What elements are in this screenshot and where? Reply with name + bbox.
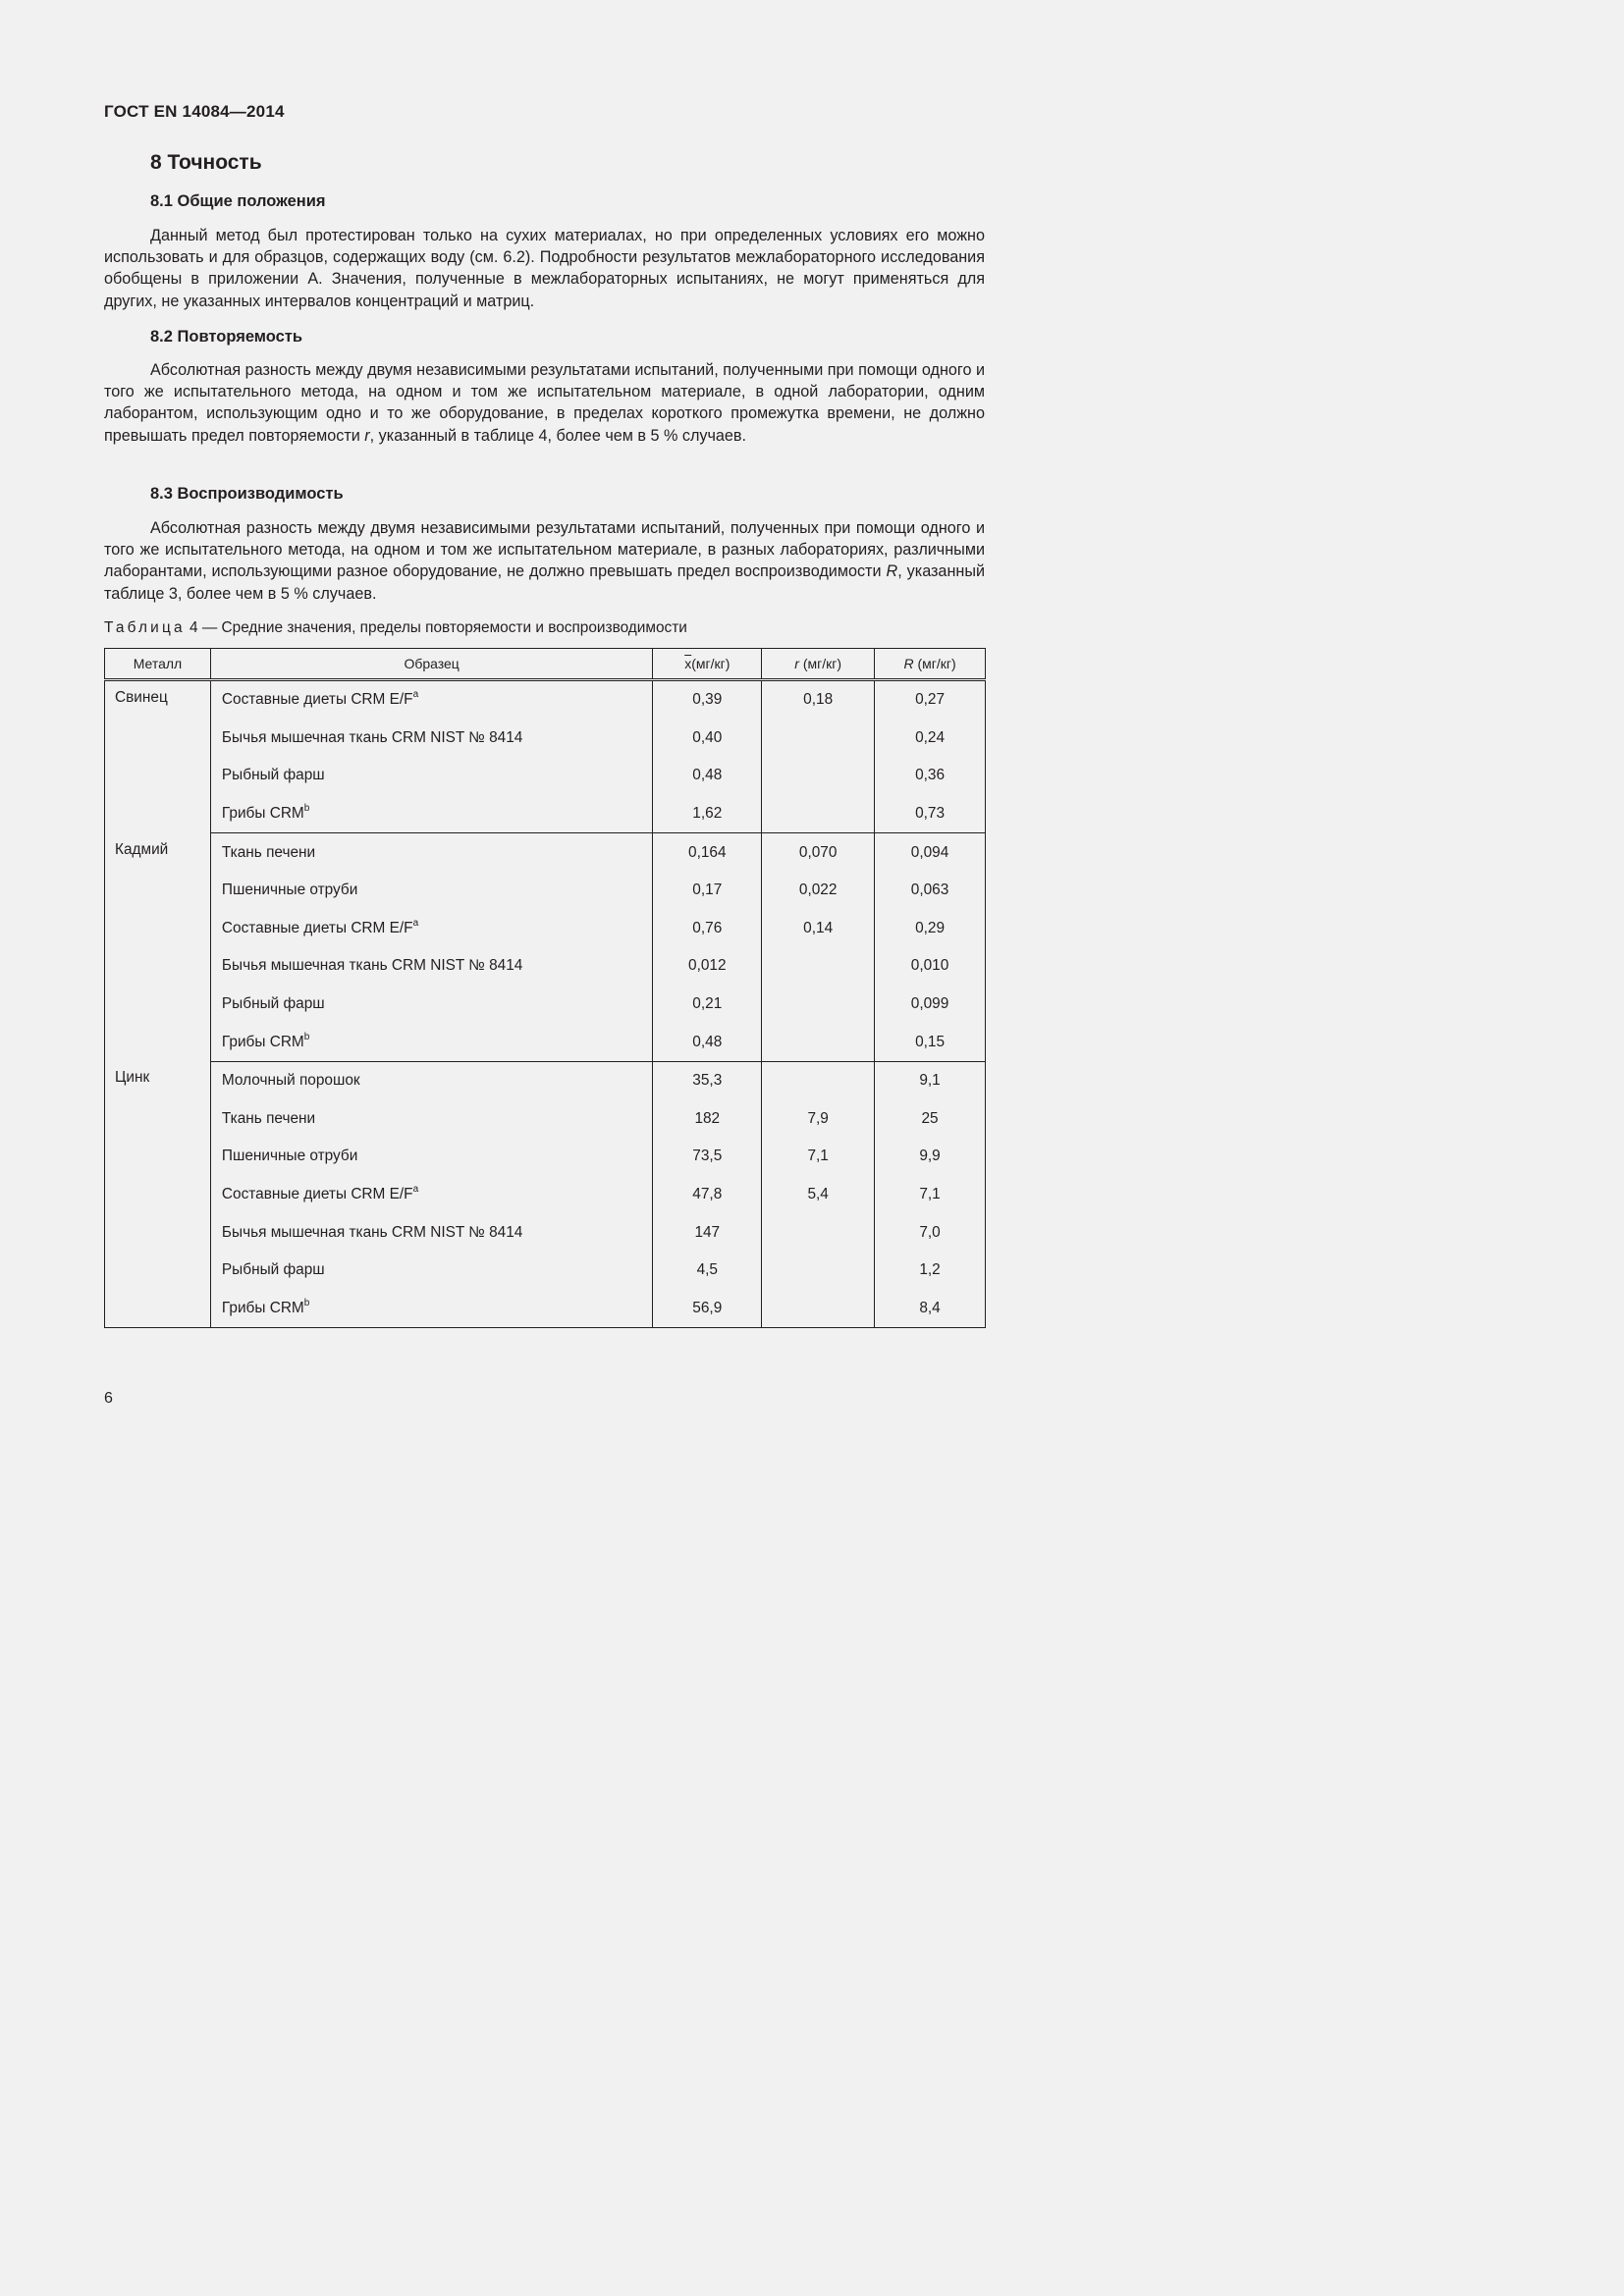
column-header-R <box>875 649 986 680</box>
reproducibility-value-cell: 0,010 <box>875 947 986 986</box>
sample-cell <box>210 986 652 1024</box>
reproducibility-value-cell: 7,0 <box>875 1213 986 1252</box>
column-header-sample: Образец <box>210 649 652 680</box>
subsection-title-8-2: 8.2 Повторяемость <box>150 328 303 346</box>
table-row <box>105 1061 986 1099</box>
mean-value-cell: 47,8 <box>653 1176 762 1214</box>
mean-value-cell: 182 <box>653 1100 762 1139</box>
footnote-mark: a <box>412 1184 419 1196</box>
sample-name: Ткань печени <box>221 843 316 861</box>
reproducibility-value-cell: 0,36 <box>875 757 986 795</box>
metal-cell: Кадмий <box>105 833 211 1062</box>
table-row <box>105 757 986 795</box>
sample-cell <box>210 757 652 795</box>
mean-value-cell: 0,48 <box>653 1023 762 1061</box>
footnote-mark: b <box>303 803 310 815</box>
mean-value-cell: 147 <box>653 1213 762 1252</box>
sample-name: Рыбный фарш <box>221 1261 325 1279</box>
sample-cell <box>210 833 652 872</box>
mean-unit: (мг/кг) <box>691 656 731 671</box>
sample-name: Молочный порошок <box>221 1072 360 1090</box>
paragraph-8-1: Данный метод был протестирован только на сухих материалах, но при определенных условиях его можно использовать и для образцов, содержащих воду (см. 6.2). Подробности результатов межлабораторного исследования обобщены в приложении А. Значения, полученные в межлабораторных испытаниях, не могут применяться для других, не указанных интервалов концентраций и матриц. <box>104 227 985 310</box>
repeatability-value-cell: 0,14 <box>762 910 875 948</box>
sample-cell <box>210 1100 652 1139</box>
reproducibility-value-cell: 1,2 <box>875 1252 986 1290</box>
sample-name: Грибы CRM <box>221 1299 304 1316</box>
repeatability-value-cell <box>762 1061 875 1099</box>
reproducibility-value-cell: 8,4 <box>875 1290 986 1328</box>
table-caption <box>104 619 687 637</box>
table-row <box>105 872 986 910</box>
column-header-r <box>762 649 875 680</box>
sample-cell <box>210 680 652 720</box>
standard-code-header: ГОСТ EN 14084—2014 <box>104 102 285 121</box>
paragraph-8-3 <box>104 517 985 605</box>
reproducibility-value-cell: 0,27 <box>875 680 986 720</box>
repeatability-value-cell: 0,18 <box>762 680 875 720</box>
mean-value-cell: 4,5 <box>653 1252 762 1290</box>
footnote-mark: b <box>303 1031 310 1042</box>
mean-value-cell: 0,17 <box>653 872 762 910</box>
sample-name: Бычья мышечная ткань CRM NIST № 8414 <box>221 728 523 746</box>
repeatability-value-cell <box>762 1023 875 1061</box>
reproducibility-value-cell: 9,1 <box>875 1061 986 1099</box>
table-caption-text: 4 — Средние значения, пределы повторяемости и воспроизводимости <box>185 619 687 636</box>
repeatability-value-cell <box>762 1213 875 1252</box>
repeatability-value-cell <box>762 1290 875 1328</box>
sample-name: Ткань печени <box>221 1109 316 1127</box>
reproducibility-value-cell: 0,094 <box>875 833 986 872</box>
metal-cell: Свинец <box>105 680 211 833</box>
sample-name: Бычья мышечная ткань CRM NIST № 8414 <box>221 1223 523 1241</box>
mean-value-cell: 1,62 <box>653 795 762 833</box>
table-row <box>105 795 986 833</box>
sample-cell <box>210 720 652 758</box>
sample-name: Пшеничные отруби <box>221 881 358 899</box>
table-row <box>105 1213 986 1252</box>
paragraph-8-3-text-end: , указанный таблице 3, более чем в 5 % случаев. <box>104 562 985 603</box>
mean-value-cell: 0,40 <box>653 720 762 758</box>
paragraph-8-2-text-end: , указанный в таблице 4, более чем в 5 % случаев. <box>369 426 747 445</box>
subsection-title-8-1: 8.1 Общие положения <box>150 192 326 210</box>
repeatability-value-cell <box>762 1252 875 1290</box>
sample-cell <box>210 872 652 910</box>
column-header-metal: Металл <box>105 649 211 680</box>
sample-name: Составные диеты CRM E/F <box>221 1186 413 1203</box>
mean-value-cell: 0,012 <box>653 947 762 986</box>
sample-name: Грибы CRM <box>221 1033 304 1050</box>
repeatability-value-cell <box>762 986 875 1024</box>
paragraph-8-2 <box>104 359 985 447</box>
R-symbol: R <box>903 656 914 671</box>
sample-name: Составные диеты CRM E/F <box>221 691 413 709</box>
sample-name: Составные диеты CRM E/F <box>221 919 413 936</box>
sample-cell <box>210 947 652 986</box>
repeatability-value-cell <box>762 795 875 833</box>
reproducibility-value-cell: 0,73 <box>875 795 986 833</box>
footnote-mark: a <box>412 917 419 929</box>
table-body <box>105 680 986 1328</box>
sample-name: Рыбный фарш <box>221 767 325 784</box>
repeatability-value-cell: 5,4 <box>762 1176 875 1214</box>
paragraph-8-3-text: Абсолютная разность между двумя независимыми результатами испытаний, полученных при помощи одного и того же испытательного метода, на одном и том же испытательном материале, в разных лабораториях, различными лаборантами, использующими разное оборудование, не должно превышать предел воспроизводимости <box>104 519 985 581</box>
sample-cell <box>210 1252 652 1290</box>
mean-value-cell: 0,21 <box>653 986 762 1024</box>
sample-cell <box>210 1176 652 1214</box>
repeatability-value-cell <box>762 947 875 986</box>
sample-name: Рыбный фарш <box>221 995 325 1013</box>
reproducibility-value-cell: 25 <box>875 1100 986 1139</box>
mean-value-cell: 0,39 <box>653 680 762 720</box>
reproducibility-value-cell: 0,24 <box>875 720 986 758</box>
sample-cell <box>210 1290 652 1328</box>
sample-name: Пшеничные отруби <box>221 1148 358 1165</box>
repeatability-value-cell: 0,022 <box>762 872 875 910</box>
table-row <box>105 947 986 986</box>
r-symbol: r <box>794 656 799 671</box>
column-header-mean <box>653 649 762 680</box>
repeatability-value-cell: 0,070 <box>762 833 875 872</box>
repeatability-symbol: r <box>364 426 370 445</box>
table-row <box>105 720 986 758</box>
table-row <box>105 986 986 1024</box>
reproducibility-value-cell: 9,9 <box>875 1138 986 1176</box>
sample-cell <box>210 795 652 833</box>
repeatability-value-cell: 7,9 <box>762 1100 875 1139</box>
table-row <box>105 1252 986 1290</box>
repeatability-value-cell: 7,1 <box>762 1138 875 1176</box>
table-caption-label: Таблица <box>104 619 186 636</box>
mean-value-cell: 0,76 <box>653 910 762 948</box>
footnote-mark: a <box>412 689 419 701</box>
table-row <box>105 1100 986 1139</box>
reproducibility-value-cell: 0,099 <box>875 986 986 1024</box>
mean-value-cell: 0,164 <box>653 833 762 872</box>
sample-name: Бычья мышечная ткань CRM NIST № 8414 <box>221 957 523 975</box>
reproducibility-value-cell: 0,15 <box>875 1023 986 1061</box>
repeatability-value-cell <box>762 757 875 795</box>
table-row <box>105 1023 986 1061</box>
paragraph-8-2-text: Абсолютная разность между двумя независимыми результатами испытаний, полученными при помощи одного и того же испытательного метода, на одном и том же испытательном материале, в одной лаборатории, одним лаборантом, использующим одно и то же оборудование, в пределах короткого промежутка времени, не должно превышать предел повторяемости <box>104 361 985 445</box>
page-number: 6 <box>104 1390 113 1407</box>
reproducibility-symbol: R <box>886 562 898 581</box>
sample-cell <box>210 1023 652 1061</box>
table-row <box>105 1138 986 1176</box>
R-unit: (мг/кг) <box>913 656 956 671</box>
subsection-title-8-3: 8.3 Воспроизводимость <box>150 485 344 503</box>
section-title: 8 Точность <box>150 151 262 174</box>
sample-cell <box>210 910 652 948</box>
table-row <box>105 1176 986 1214</box>
sample-name: Грибы CRM <box>221 805 304 823</box>
reproducibility-value-cell: 0,29 <box>875 910 986 948</box>
mean-symbol: $\overline{x}$ <box>684 656 692 671</box>
mean-value-cell: 35,3 <box>653 1061 762 1099</box>
table-row <box>105 833 986 872</box>
precision-table <box>104 648 986 1328</box>
table-header-row <box>105 649 986 680</box>
document-page <box>0 0 1089 1539</box>
sample-cell <box>210 1213 652 1252</box>
sample-cell <box>210 1138 652 1176</box>
mean-value-cell: 56,9 <box>653 1290 762 1328</box>
sample-cell <box>210 1061 652 1099</box>
metal-cell: Цинк <box>105 1061 211 1327</box>
mean-value-cell: 0,48 <box>653 757 762 795</box>
mean-value-cell: 73,5 <box>653 1138 762 1176</box>
footnote-mark: b <box>303 1297 310 1308</box>
r-unit: (мг/кг) <box>798 656 842 671</box>
reproducibility-value-cell: 0,063 <box>875 872 986 910</box>
reproducibility-value-cell: 7,1 <box>875 1176 986 1214</box>
table-row <box>105 910 986 948</box>
repeatability-value-cell <box>762 720 875 758</box>
table-row <box>105 1290 986 1328</box>
table-row <box>105 680 986 720</box>
